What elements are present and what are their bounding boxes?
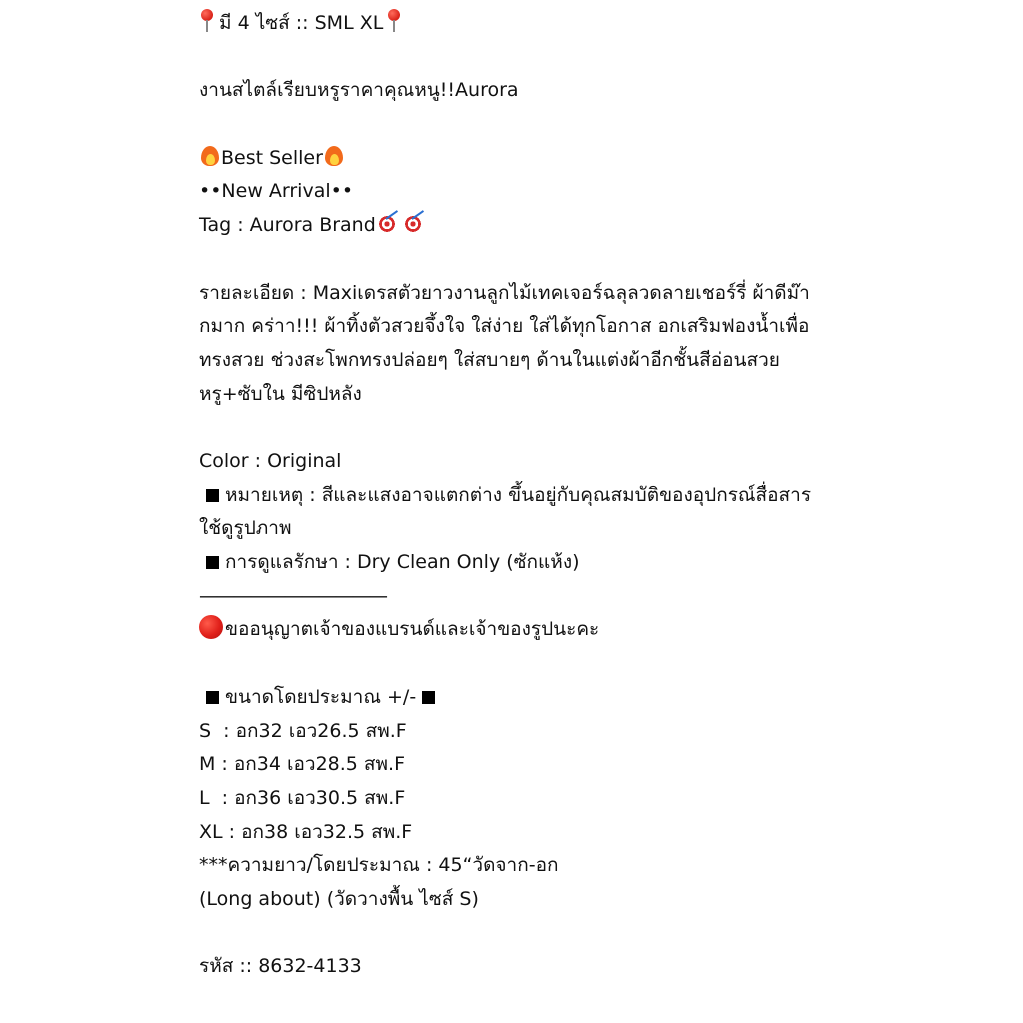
black-square-icon: [206, 691, 219, 704]
permission-text: ขออนุญาตเจ้าของแบรนด์และเจ้าของรูปนะคะ: [225, 618, 600, 641]
color-line: Color : Original: [199, 450, 342, 472]
black-square-icon: [206, 556, 219, 569]
spacer: [199, 411, 839, 445]
length-note-line: (Long about) (วัดวางพื้น ไซส์ S): [199, 887, 479, 910]
tag-text: Tag : Aurora Brand: [199, 214, 376, 237]
size-s-line: S : อก32 เอว26.5 สพ.F: [199, 719, 407, 742]
spacer: [199, 647, 839, 681]
spacer: [199, 41, 839, 75]
best-seller-text: Best Seller: [221, 146, 323, 169]
divider-line: ———————————: [199, 584, 386, 607]
black-square-icon: [422, 691, 435, 704]
spacer: [199, 108, 839, 142]
care-line: [199, 546, 839, 580]
pushpin-icon: [199, 9, 215, 33]
sizes-text: มี 4 ไซส์ :: SML XL: [219, 12, 384, 34]
red-circle-icon: [199, 615, 223, 639]
sizes-line: [199, 7, 839, 41]
note-text: หมายเหตุ : สีและแสงอาจแตกต่าง ขึ้นอยู่กับคุณสมบัติของอุปกรณ์สื่อสารใช้ดูรูปภาพ: [199, 483, 812, 540]
permission-line: [199, 613, 839, 647]
code-line: รหัส :: 8632-4133: [199, 955, 362, 978]
direct-hit-icon: [376, 212, 402, 236]
size-l-line: L : อก36 เอว30.5 สพ.F: [199, 786, 406, 809]
fire-icon: [323, 144, 345, 168]
product-description: [199, 7, 839, 984]
length-line: ***ความยาว/โดยประมาณ : 45“วัดจาก-อก: [199, 854, 559, 877]
size-xl-line: XL : อก38 เอว32.5 สพ.F: [199, 820, 413, 843]
new-arrival-line: ••New Arrival••: [199, 180, 354, 203]
spacer: [199, 917, 839, 951]
size-header-text: ขนาดโดยประมาณ +/-: [225, 685, 417, 708]
tag-line: [199, 209, 839, 243]
care-text: การดูแลรักษา : Dry Clean Only (ซักแห้ง): [225, 551, 580, 574]
size-header-line: [199, 681, 839, 715]
details-paragraph: รายละเอียด : Maxiเดรสตัวยาวงานลูกไม้เทคเจอร์ฉลุลวดลายเชอร์รี่ ผ้าดีม๊ากมาก คร่าา!!! ผ้าทิ้งตัวสวยจึ้งใจ ใส่ง่าย ใส่ได้ทุกโอกาส อกเสริมฟองน้ำเพื่อทรงสวย ช่วงสะโพกทรงปล่อยๆ ใส่สบายๆ ด้านในแต่งผ้าอีกชั้นสีอ่อนสวยหรู+ซับใน มีซิปหลัง: [199, 281, 810, 405]
black-square-icon: [206, 489, 219, 502]
direct-hit-icon: [402, 212, 428, 236]
size-m-line: M : อก34 เอว28.5 สพ.F: [199, 753, 406, 776]
best-seller-line: [199, 142, 839, 176]
style-line: งานสไตล์เรียบหรูราคาคุณหนู!!Aurora: [199, 79, 519, 102]
fire-icon: [199, 144, 221, 168]
pushpin-icon: [386, 9, 402, 33]
spacer: [199, 243, 839, 277]
note-paragraph: [199, 479, 819, 546]
